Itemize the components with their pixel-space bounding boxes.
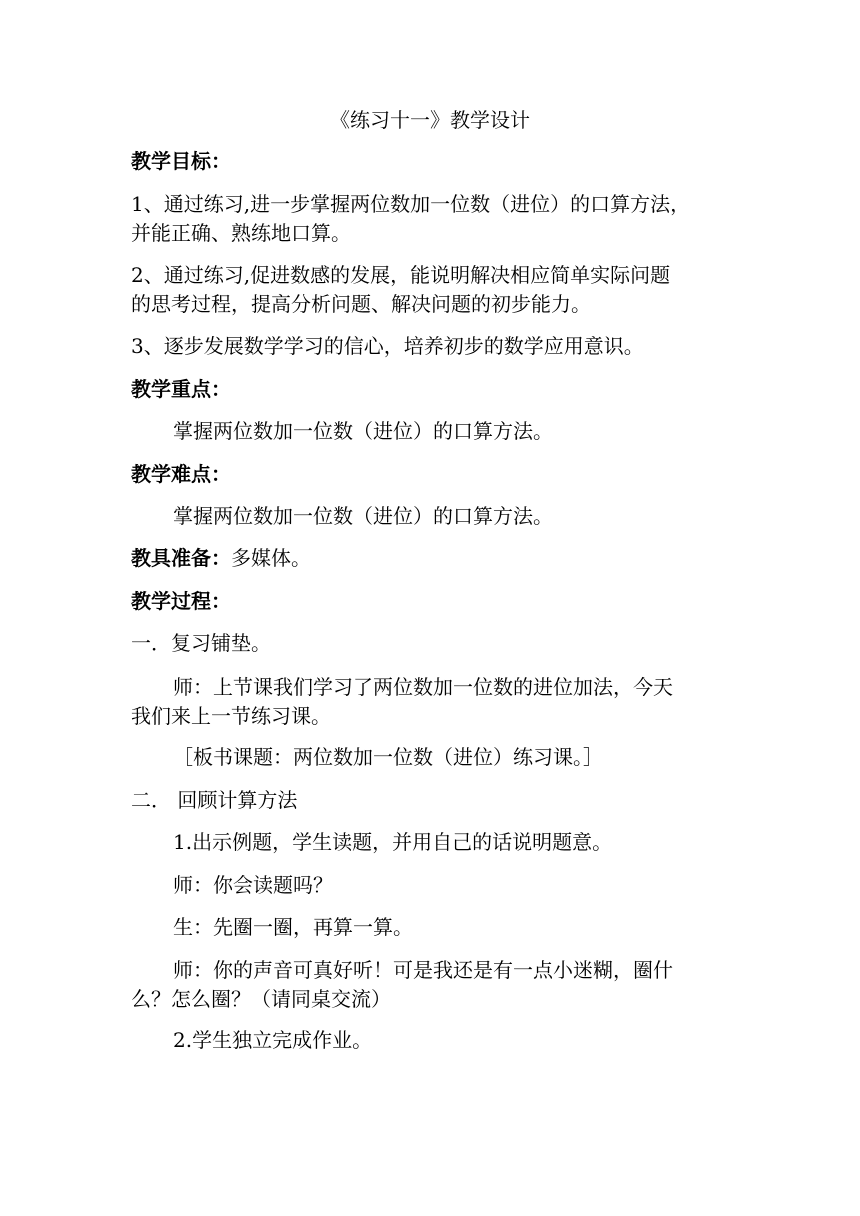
- document-title: 《练习十一》教学设计: [330, 108, 530, 132]
- step-2-heading: 二． 回顾计算方法: [131, 788, 298, 812]
- tools-heading: 教具准备：: [131, 546, 231, 570]
- step-2-student-answer: 生：先圈一圈，再算一算。: [173, 915, 413, 939]
- goals-heading: 教学目标：: [131, 149, 231, 173]
- process-heading: 教学过程：: [131, 589, 231, 613]
- step-2-item-2: 2.学生独立完成作业。: [173, 1028, 373, 1052]
- step-1-teacher-line-1: 师：上节课我们学习了两位数加一位数的进位加法，今天: [173, 675, 673, 699]
- step-1-heading: 一．复习铺垫。: [131, 631, 271, 655]
- goal-3: 3、逐步发展数学学习的信心，培养初步的数学应用意识。: [131, 334, 644, 358]
- tools-line: [131, 543, 311, 573]
- tools-text: 多媒体。: [231, 546, 311, 570]
- difficulty-text: 掌握两位数加一位数（进位）的口算方法。: [173, 504, 553, 528]
- key-heading: 教学重点：: [131, 377, 231, 401]
- step-2-teacher-2-line-2: 么？怎么圈？（请同桌交流）: [131, 987, 391, 1011]
- key-text: 掌握两位数加一位数（进位）的口算方法。: [173, 419, 553, 443]
- goal-1-line-2: 并能正确、熟练地口算。: [131, 221, 351, 245]
- step-1-board: ［板书课题：两位数加一位数（进位）练习课。］: [173, 745, 603, 769]
- step-2-teacher-question: 师：你会读题吗？: [173, 873, 333, 897]
- step-2-item-1: 1.出示例题，学生读题，并用自己的话说明题意。: [173, 830, 613, 854]
- step-1-teacher-line-2: 我们来上一节练习课。: [131, 704, 331, 728]
- goal-1-line-1: 1、通过练习,进一步掌握两位数加一位数（进位）的口算方法，: [131, 192, 691, 216]
- difficulty-heading: 教学难点：: [131, 462, 231, 486]
- goal-2-line-2: 的思考过程，提高分析问题、解决问题的初步能力。: [131, 292, 591, 316]
- step-2-teacher-2-line-1: 师：你的声音可真好听！可是我还是有一点小迷糊，圈什: [173, 958, 673, 982]
- goal-2-line-1: 2、通过练习,促进数感的发展，能说明解决相应简单实际问题: [131, 263, 671, 287]
